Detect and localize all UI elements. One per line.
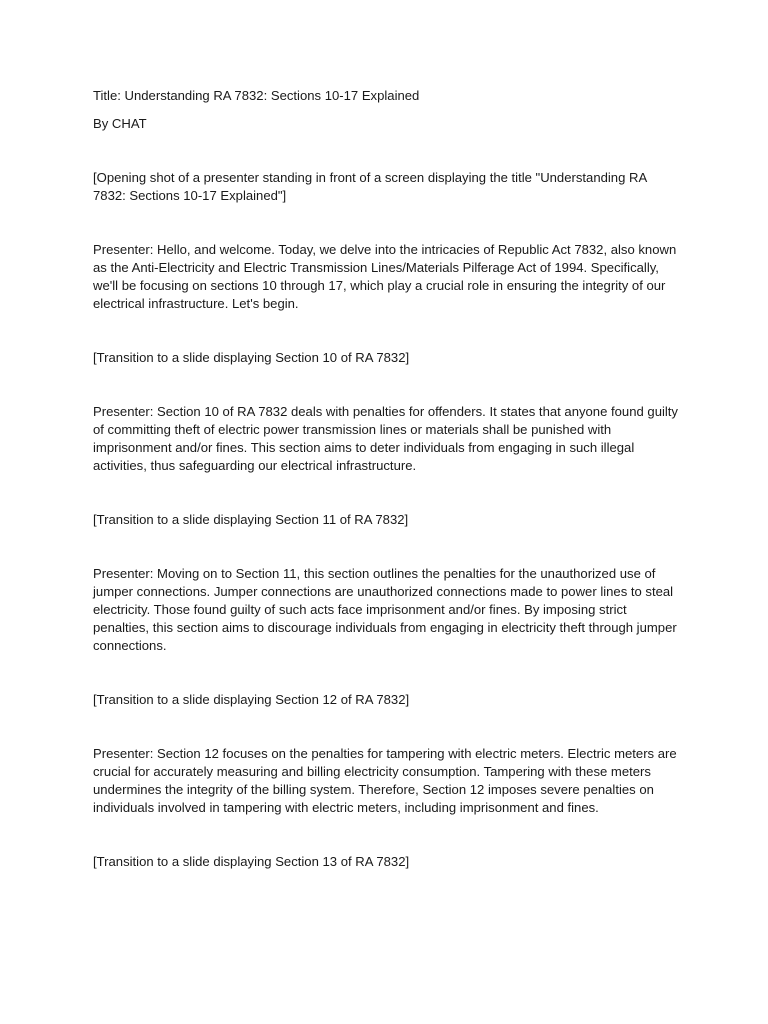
stage-direction-section-12: [Transition to a slide displaying Section 12 of RA 7832] — [93, 692, 410, 707]
stage-direction-opening: [Opening shot of a presenter standing in front of a screen displaying the title "Understanding RA 7832: Sections 10-17 Explained"] — [93, 170, 647, 203]
presenter-paragraph-section-10: Presenter: Section 10 of RA 7832 deals with penalties for offenders. It states that anyone found guilty of committing theft of electric power transmission lines or materials shall be punished with imprisonment and/or fines. This section aims to deter individuals from engaging in such illegal activities, thus safeguarding our electrical infrastructure. — [93, 404, 678, 473]
document-body — [93, 87, 681, 907]
stage-direction-section-11: [Transition to a slide displaying Section 11 of RA 7832] — [93, 512, 409, 527]
document-byline: By CHAT — [93, 116, 147, 131]
document-title: Title: Understanding RA 7832: Sections 10-17 Explained — [93, 88, 420, 103]
stage-direction-section-13: [Transition to a slide displaying Section 13 of RA 7832] — [93, 854, 410, 869]
stage-direction-section-10: [Transition to a slide displaying Section 10 of RA 7832] — [93, 350, 410, 365]
presenter-paragraph-section-12: Presenter: Section 12 focuses on the penalties for tampering with electric meters. Electric meters are crucial for accurately measuring and billing electricity consumption. Tampering with these meters undermines the integrity of the billing system. Therefore, Section 12 imposes severe penalties on individuals involved in tampering with electric meters, including imprisonment and fines. — [93, 746, 677, 815]
presenter-paragraph-section-11: Presenter: Moving on to Section 11, this section outlines the penalties for the unauthorized use of jumper connections. Jumper connections are unauthorized connections made to power lines to steal electricity. Those found guilty of such acts face imprisonment and/or fines. By imposing strict penalties, this section aims to discourage individuals from engaging in electricity theft through jumper connections. — [93, 566, 677, 653]
presenter-paragraph-intro: Presenter: Hello, and welcome. Today, we delve into the intricacies of Republic Act 7832, also known as the Anti-Electricity and Electric Transmission Lines/Materials Pilferage Act of 1994. Specifically, we'll be focusing on sections 10 through 17, which play a crucial role in ensuring the integrity of our electrical infrastructure. Let's begin. — [93, 242, 677, 311]
